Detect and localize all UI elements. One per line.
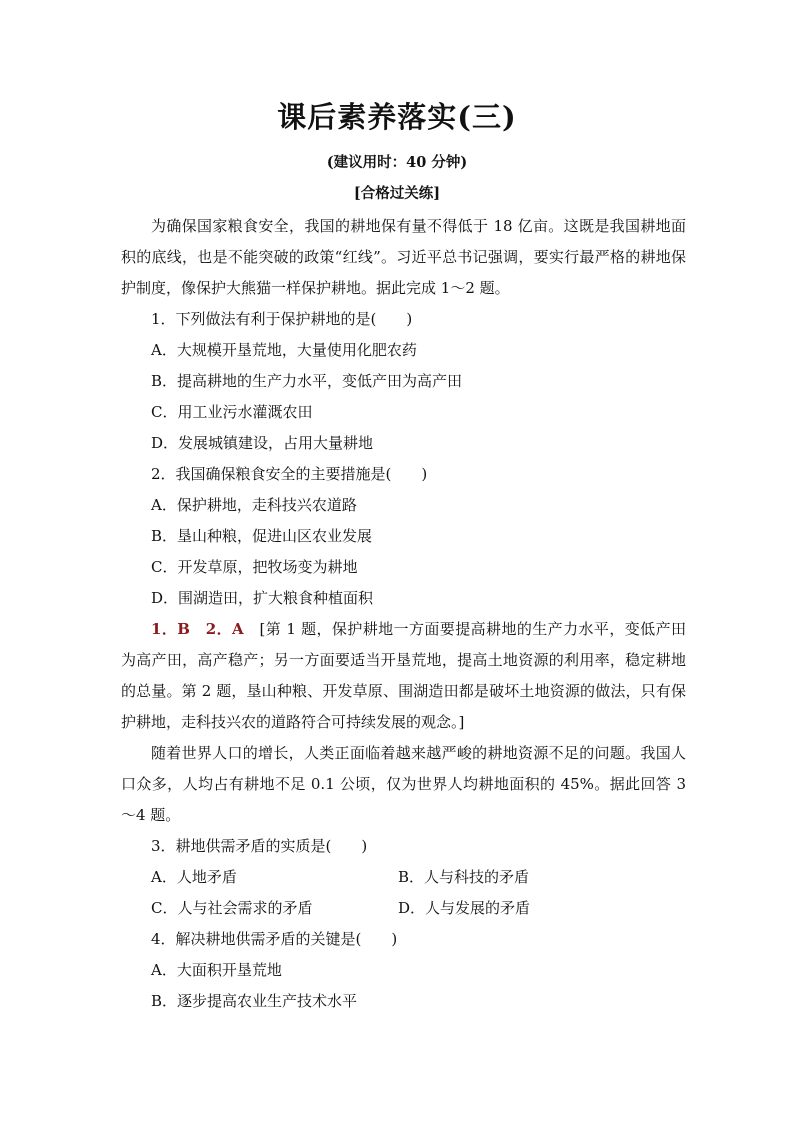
question-2-option-a: A．保护耕地，走科技兴农道路 [151, 496, 357, 514]
question-3-options-row-2 [121, 893, 686, 924]
passage-1: 为确保国家粮食安全，我国的耕地保有量不得低于 18 亿亩。这既是我国耕地面积的底线，也是不能突破的政策“红线”。习近平总书记强调，要实行最严格的耕地保护制度，像保护大熊猫一样保护耕地。据此完成 1～2 题。 [121, 217, 686, 297]
page-title: 课后素养落实(三) [277, 100, 517, 134]
question-4-option-b: B．逐步提高农业生产技术水平 [151, 992, 358, 1010]
question-1-option-b: B．提高耕地的生产力水平，变低产田为高产田 [151, 372, 463, 390]
question-1-option-a: A．大规模开垦荒地，大量使用化肥农药 [151, 341, 417, 359]
answer-explanation: [第 1 题，保护耕地一方面要提高耕地的生产力水平，变低产田为高产田，高产稳产；另一方面要适当开垦荒地，提高土地资源的利用率，稳定耕地的总量。第 2 题，垦山种粮、开发草原、围湖造田都是破坏土地资源的做法，只有保护耕地，走科技兴农的道路符合可持续发展的观念。] [121, 620, 686, 731]
question-2-option-b: B．垦山种粮，促进山区农业发展 [151, 527, 373, 545]
question-2-stem: 2．我国确保粮食安全的主要措施是( ) [151, 465, 428, 483]
question-1-option-c: C．用工业污水灌溉农田 [151, 403, 313, 421]
question-3-options-row-1 [121, 862, 686, 893]
question-3-option-a: A．人地矛盾 [151, 868, 237, 886]
question-3-option-b: B．人与科技的矛盾 [398, 868, 530, 886]
question-2-option-c: C．开发草原，把牧场变为耕地 [151, 558, 358, 576]
question-4-option-a: A．大面积开垦荒地 [151, 961, 282, 979]
question-1-stem: 1．下列做法有利于保护耕地的是( ) [151, 310, 413, 328]
answer-1-2 [121, 614, 686, 738]
passage-2: 随着世界人口的增长，人类正面临着越来越严峻的耕地资源不足的问题。我国人口众多，人均占有耕地不足 0.1 公顷，仅为世界人均耕地面积的 45%。据此回答 3～4 题。 [121, 744, 686, 824]
section-heading: [合格过关练] [353, 185, 441, 202]
question-3-stem: 3．耕地供需矛盾的实质是( ) [151, 837, 368, 855]
question-3-option-d: D．人与发展的矛盾 [398, 899, 531, 917]
question-1-option-d: D．发展城镇建设，占用大量耕地 [151, 434, 374, 452]
answer-key: 1．B 2．A [151, 620, 244, 638]
question-3-option-c: C．人与社会需求的矛盾 [151, 899, 313, 917]
question-4-stem: 4．解决耕地供需矛盾的关键是( ) [151, 930, 398, 948]
question-2-option-d: D．围湖造田，扩大粮食种植面积 [151, 589, 374, 607]
content-body [121, 211, 686, 1017]
time-hint: (建议用时：40 分钟) [326, 154, 468, 171]
